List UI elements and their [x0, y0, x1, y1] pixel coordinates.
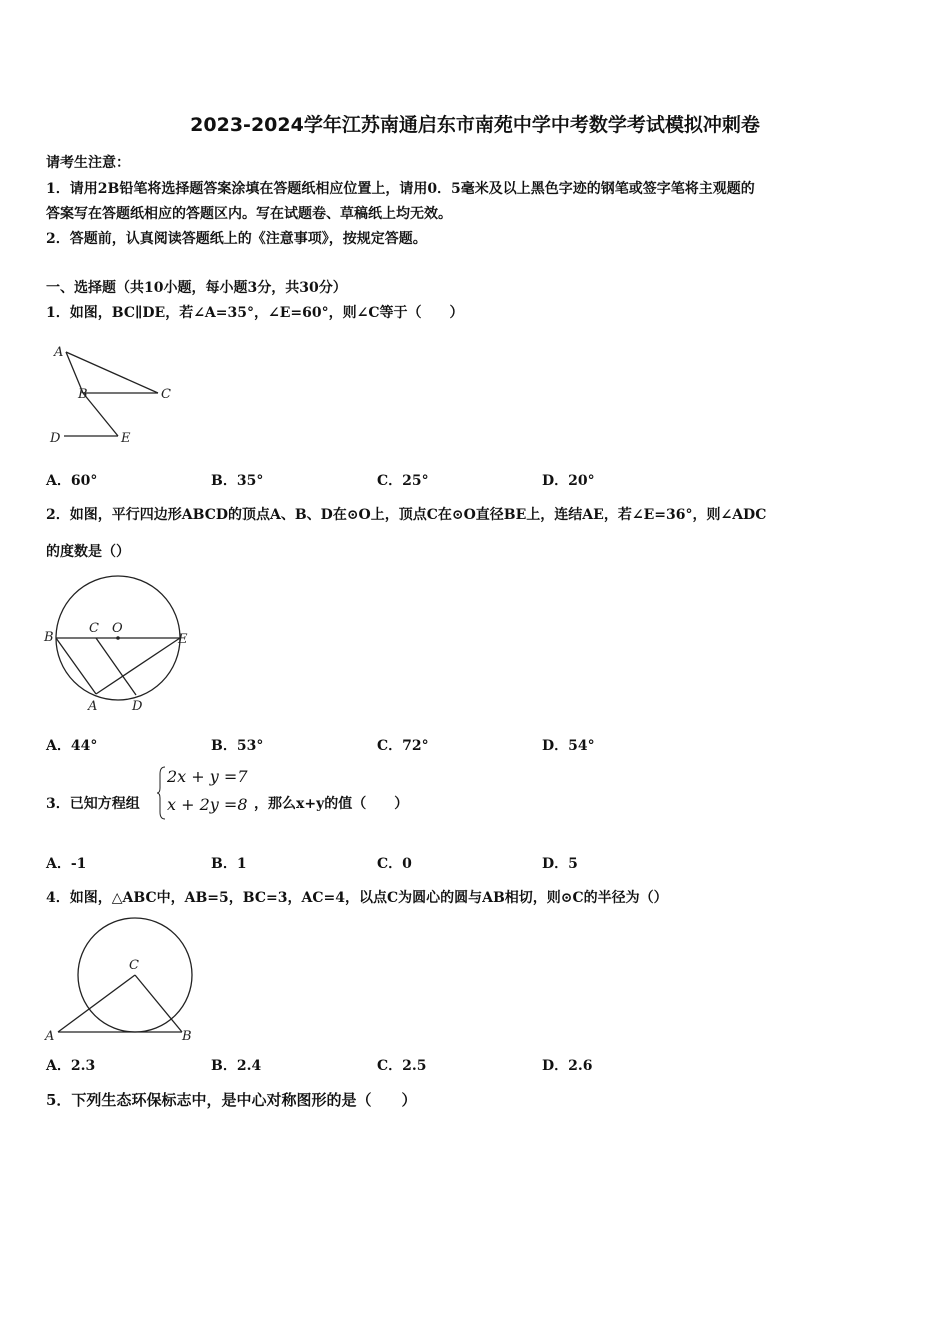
equation-1: 2x + y =7: [167, 767, 248, 786]
question-1-figure: [46, 338, 178, 448]
question-5-text: 5．下列生态环保标志中，是中心对称图形的是（ ）: [46, 1091, 417, 1109]
notice-line-2: 2．答题前，认真阅读答题纸上的《注意事项》，按规定答题。: [46, 231, 427, 247]
q2-option-d[interactable]: D．54°: [542, 738, 595, 754]
q4-option-a[interactable]: A．2.3: [46, 1058, 96, 1074]
q1-label-b: B: [78, 387, 88, 402]
q4-label-b: B: [182, 1029, 192, 1044]
equation-system: [157, 766, 252, 820]
q3-option-d[interactable]: D．5: [542, 856, 578, 872]
question-4-figure: [42, 915, 202, 1045]
q2-label-e: E: [178, 632, 188, 647]
q2-label-a: A: [88, 699, 98, 714]
q2-label-d: D: [132, 699, 143, 714]
q2-label-c: C: [89, 621, 99, 636]
q1-option-a[interactable]: A．60°: [46, 473, 98, 489]
q1-option-d[interactable]: D．20°: [542, 473, 595, 489]
q3-option-c[interactable]: C．0: [377, 856, 412, 872]
notice-heading: 请考生注意：: [46, 155, 130, 171]
q1-label-c: C: [161, 387, 171, 402]
q3-option-b[interactable]: B．1: [211, 856, 247, 872]
q2-option-c[interactable]: C．72°: [377, 738, 429, 754]
notice-line-1b: 答案写在答题纸相应的答题区内。写在试题卷、草稿纸上均无效。: [46, 206, 452, 222]
q2-label-o: O: [112, 621, 123, 636]
equation-2: x + 2y =8: [167, 795, 248, 814]
q4-option-c[interactable]: C．2.5: [377, 1058, 427, 1074]
section-heading: 一、选择题（共10小题，每小题3分，共30分）: [46, 280, 347, 296]
question-3-suffix: ，那么x+y的值（ ）: [254, 796, 409, 812]
question-2-text-b: 的度数是（）: [46, 544, 130, 560]
q1-label-e: E: [121, 431, 131, 446]
q1-label-d: D: [50, 431, 61, 446]
q2-label-b: B: [44, 630, 54, 645]
q3-option-a[interactable]: A．-1: [46, 856, 87, 872]
q1-label-a: A: [54, 345, 64, 360]
q4-option-b[interactable]: B．2.4: [211, 1058, 262, 1074]
q2-option-a[interactable]: A．44°: [46, 738, 98, 754]
q4-label-a: A: [45, 1029, 55, 1044]
brace-icon: [157, 766, 167, 820]
question-4-text: 4．如图，△ABC中，AB=5，BC=3，AC=4，以点C为圆心的圆与AB相切，则⊙C的半径为（）: [46, 890, 668, 906]
notice-line-1a: 1．请用2B铅笔将选择题答案涂填在答题纸相应位置上，请用0．5毫米及以上黑色字迹的钢笔或签字笔将主观题的: [46, 181, 755, 197]
q1-option-b[interactable]: B．35°: [211, 473, 264, 489]
q4-option-d[interactable]: D．2.6: [542, 1058, 593, 1074]
question-1-text: 1．如图，BC∥DE，若∠A=35°，∠E=60°，则∠C等于（ ）: [46, 305, 464, 321]
question-2-text-a: 2．如图，平行四边形ABCD的顶点A、B、D在⊙O上，顶点C在⊙O直径BE上，连结AE，若∠E=36°，则∠ADC: [46, 507, 767, 523]
q4-label-c: C: [129, 958, 139, 973]
q1-option-c[interactable]: C．25°: [377, 473, 429, 489]
question-3-prefix: 3．已知方程组: [46, 796, 140, 812]
page-title: 2023-2024学年江苏南通启东市南苑中学中考数学考试模拟冲刺卷: [190, 114, 760, 136]
q2-option-b[interactable]: B．53°: [211, 738, 264, 754]
question-2-figure: [42, 575, 194, 715]
